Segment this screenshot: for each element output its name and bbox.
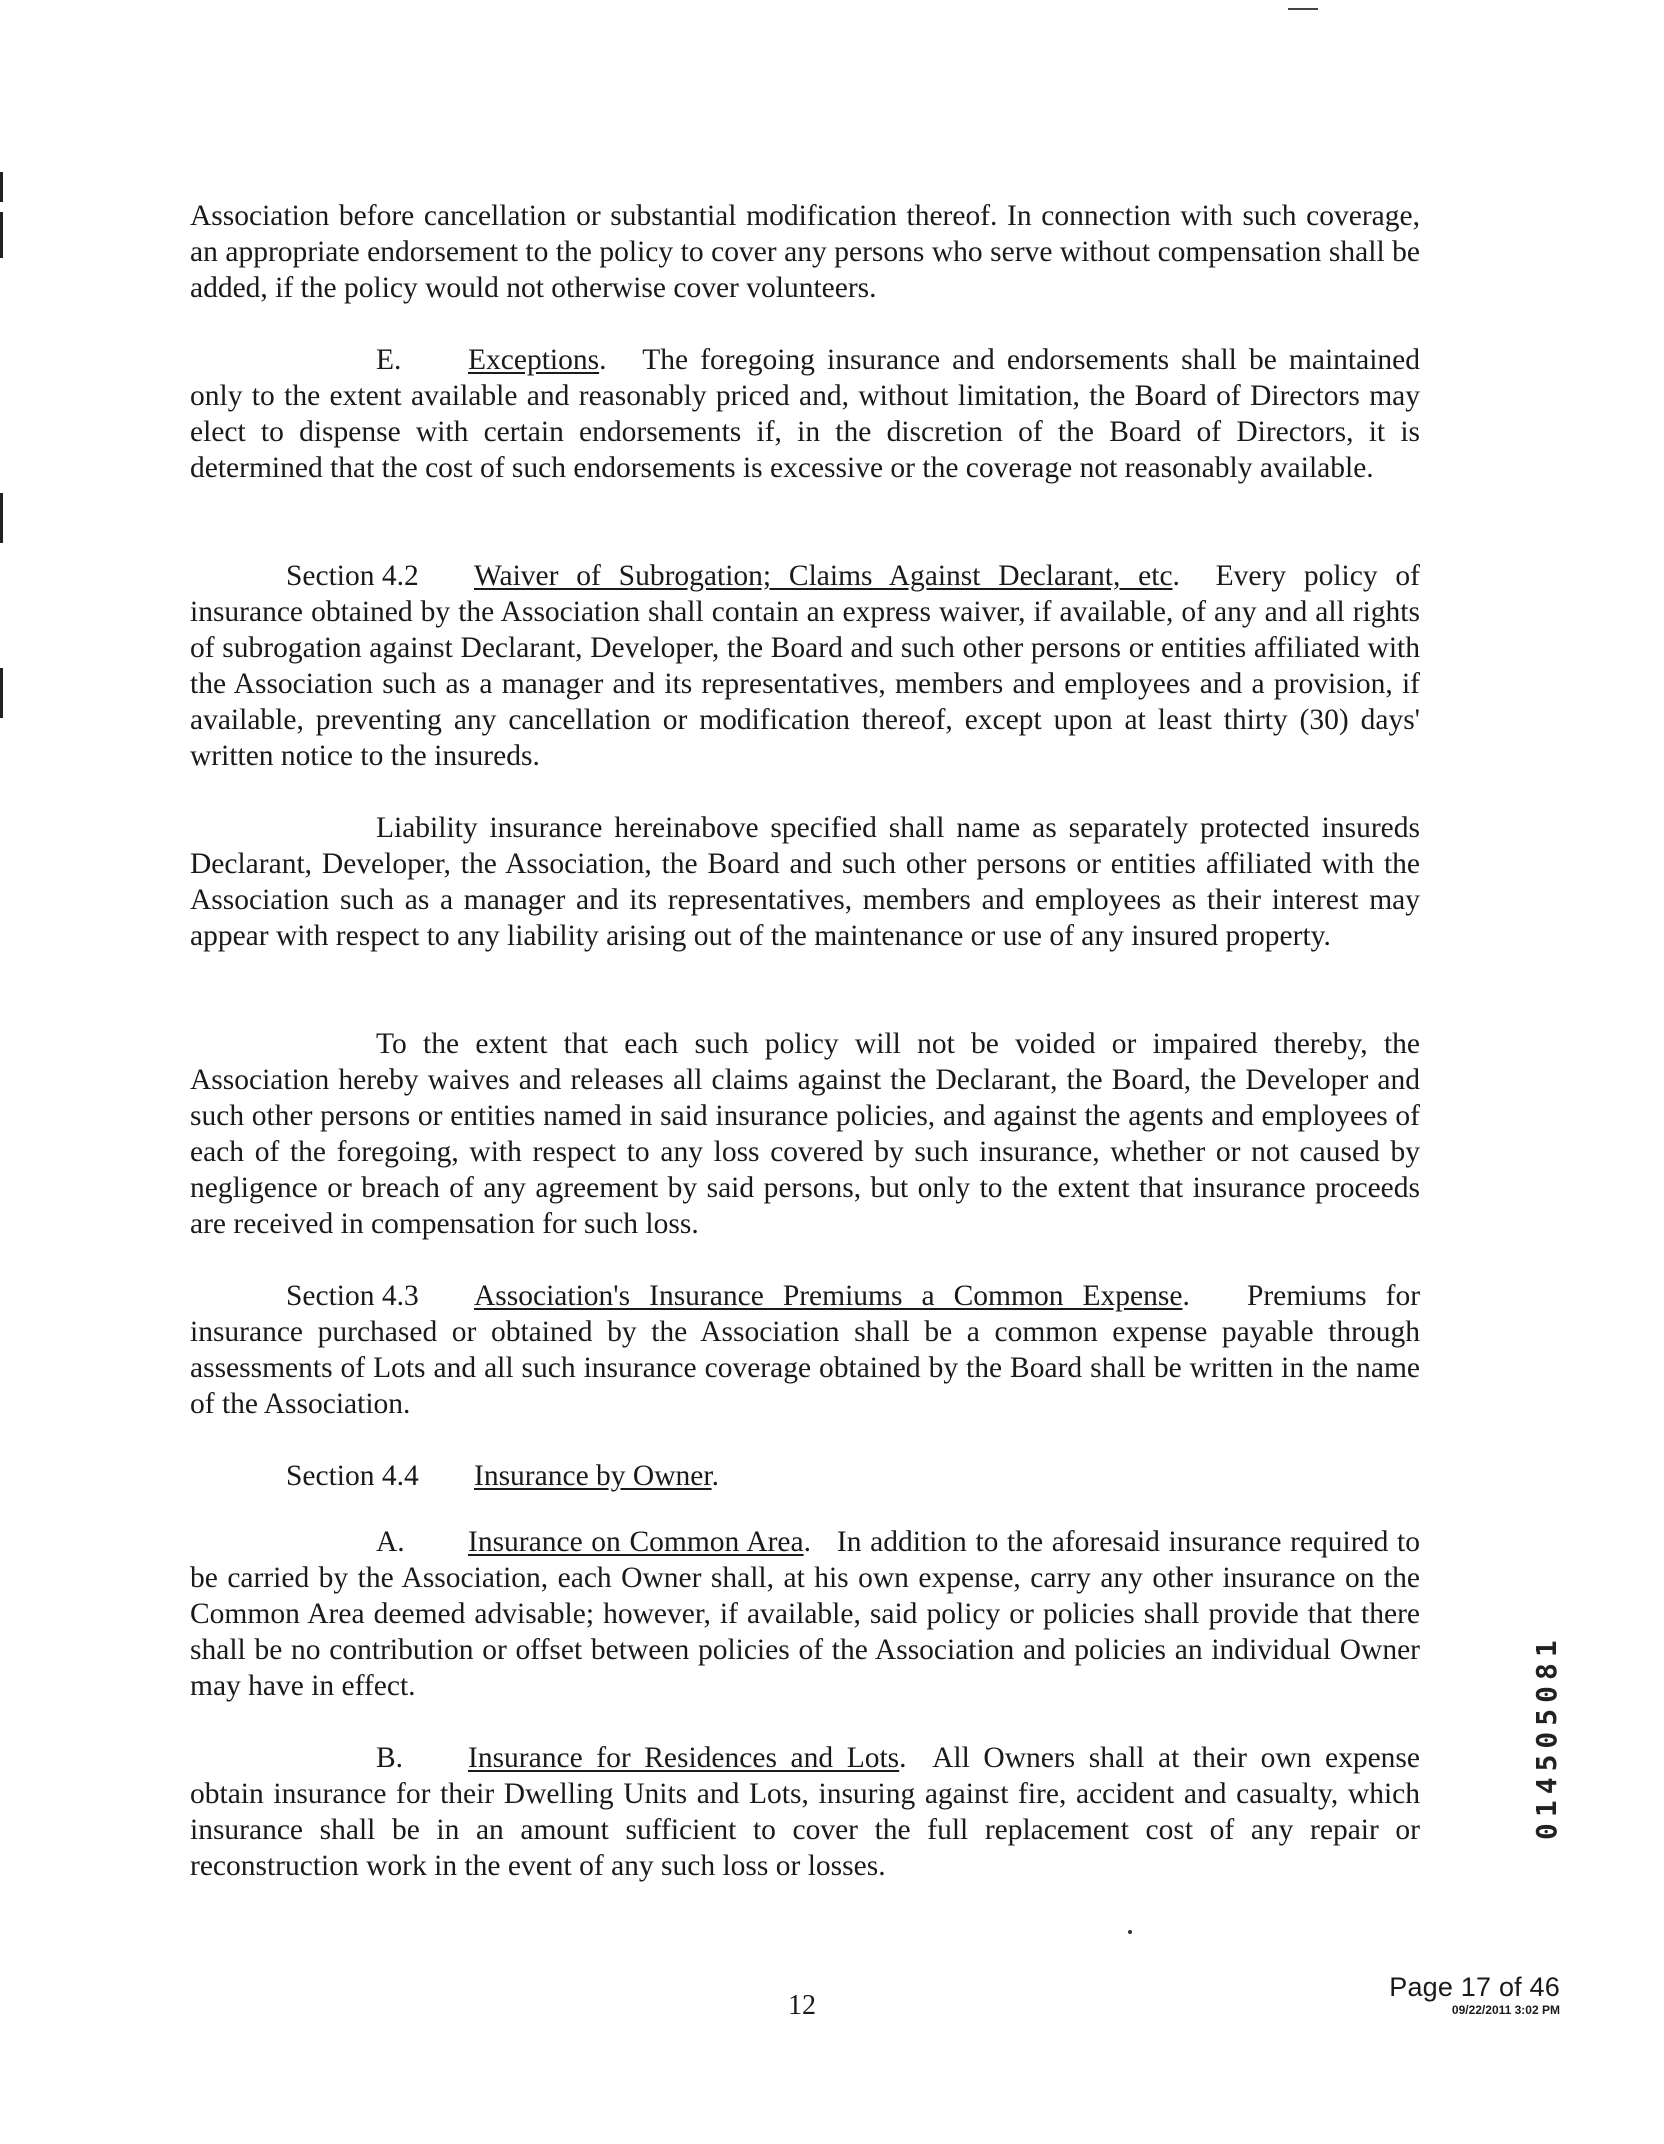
paragraph-exceptions: E. Exceptions. The foregoing insurance and endorsements shall be maintained only to the extent available and reasonably priced and, without limitation, the Board of Directors may elect to dispense with certain endorsements if, in the discretion of the Board of Directors, it is determined that the cost of such endorsements is excessive or the coverage not reasonably available. (190, 344, 1420, 484)
section-4-4: Section 4.4 Insurance by Owner. (286, 1460, 719, 1492)
scan-mark (1288, 8, 1318, 10)
item-label: A. (376, 1526, 405, 1558)
item-label: E. (376, 344, 402, 376)
item-heading: Exceptions (468, 344, 600, 376)
paragraph-text: Association before cancellation or substantial modification thereof. In connection with such coverage, an appropriate endorsement to the policy to cover any persons who serve without compensation shall be added, if the policy would not otherwise cover volunteers. (190, 200, 1420, 304)
paragraph-waiver (190, 1026, 1420, 1242)
section-4-2: Section 4.2 Waiver of Subrogation; Claims Against Declarant, etc. Every policy of insurance obtained by the Association shall contain an express waiver, if available, of any and all rights of subrogation against Declarant, Developer, the Board and such other persons or entities affiliated with the Association such as a manager and its representatives, members and employees and a provision, if available, preventing any cancellation or modification thereof, except upon at least thirty (30) days' written notice to the insureds. (190, 560, 1421, 772)
section-heading: Association's Insurance Premiums a Common Expense (474, 1280, 1183, 1312)
item-heading: Insurance for Residences and Lots (468, 1742, 900, 1774)
paragraph-text: The foregoing insurance and endorsements shall be maintained only to the extent available and reasonably priced and, without limitation, the Board of Directors may elect to dispense with certain endorsements if, in the discretion of the Board of Directors, it is determined that the cost of such endorsements is excessive or the coverage not reasonably available. (190, 344, 1420, 484)
paragraph-text: In addition to the aforesaid insurance required to be carried by the Association, each Owner shall, at his own expense, carry any other insurance on the Common Area deemed advisable; however, if available, said policy or policies shall provide that there shall be no contribution or offset between policies of the Association and policies an individual Owner may have in effect. (190, 1526, 1421, 1702)
paragraph-text: Premiums for insurance purchased or obtained by the Association shall be a common expense payable through assessments of Lots and all such insurance coverage obtained by the Board shall be written in the name of the Association. (190, 1280, 1421, 1420)
side-book-number-text: 014505081 (1530, 1634, 1563, 1840)
paragraph-text: To the extent that each such policy will not be voided or impaired thereby, the Association hereby waives and releases all claims against the Declarant, the Board, the Developer and such other persons or entities named in said insurance policies, and against the agents and employees of each of the foregoing, with respect to any loss covered by such insurance, whether or not caused by negligence or breach of any agreement by said persons, but only to the extent that insurance proceeds are received in compensation for such loss. (190, 1028, 1420, 1240)
scan-margin-mark (0, 212, 3, 258)
scan-margin-mark (0, 172, 3, 202)
item-label: B. (376, 1742, 404, 1774)
paragraph-common-area: A. Insurance on Common Area. In addition to the aforesaid insurance required to be carried by the Association, each Owner shall, at his own expense, carry any other insurance on the Common Area deemed advisable; however, if available, said policy or policies shall provide that there shall be no contribution or offset between policies of the Association and policies an individual Owner may have in effect. (190, 1526, 1421, 1702)
section-heading: Insurance by Owner (474, 1460, 712, 1492)
paragraph-text: All Owners shall at their own expense obtain insurance for their Dwelling Units and Lots, insuring against fire, accident and casualty, which insurance shall be in an amount sufficient to cover the full replacement cost of any repair or reconstruction work in the event of any such loss or losses. (190, 1742, 1420, 1882)
scan-margin-mark (0, 668, 3, 718)
section-label: Section 4.2 (286, 560, 419, 592)
section-label: Section 4.3 (286, 1280, 419, 1312)
paragraph-text: Liability insurance hereinabove specified shall name as separately protected insureds Declarant, Developer, the Association, the Board and such other persons or entities affiliated with the Association such as a manager and its representatives, members and employees as their interest may appear with respect to any liability arising out of the maintenance or use of any insured property. (190, 812, 1420, 952)
paragraph-liability (190, 810, 1420, 954)
section-heading: Waiver of Subrogation; Claims Against Declarant, etc (474, 560, 1173, 592)
section-4-3: Section 4.3 Association's Insurance Premiums a Common Expense. Premiums for insurance purchased or obtained by the Association shall be a common expense payable through assessments of Lots and all such insurance coverage obtained by the Board shall be written in the name of the Association. (190, 1280, 1421, 1420)
stamp-page-count: Page 17 of 46 (1389, 1972, 1560, 2002)
paragraph-residences: B. Insurance for Residences and Lots. All Owners shall at their own expense obtain insurance for their Dwelling Units and Lots, insuring against fire, accident and casualty, which insurance shall be in an amount sufficient to cover the full replacement cost of any repair or reconstruction work in the event of any such loss or losses. (190, 1742, 1420, 1882)
paragraph-continuation (190, 198, 1420, 306)
paragraph-text: Every policy of insurance obtained by the Association shall contain an express waiver, if available, of any and all rights of subrogation against Declarant, Developer, the Board and such other persons or entities affiliated with the Association such as a manager and its representatives, members and employees and a provision, if available, preventing any cancellation or modification thereof, except upon at least thirty (30) days' written notice to the insureds. (190, 560, 1421, 772)
page-number: 12 (788, 1990, 816, 2021)
stamp-datetime: 09/22/2011 3:02 PM (1451, 2003, 1560, 2017)
scan-speck (1128, 1930, 1132, 1934)
recording-stamp (1389, 1972, 1560, 2017)
item-heading: Insurance on Common Area (468, 1526, 804, 1558)
scan-margin-mark (0, 493, 3, 543)
section-label: Section 4.4 (286, 1460, 419, 1492)
side-book-number (1528, 1500, 1568, 1840)
